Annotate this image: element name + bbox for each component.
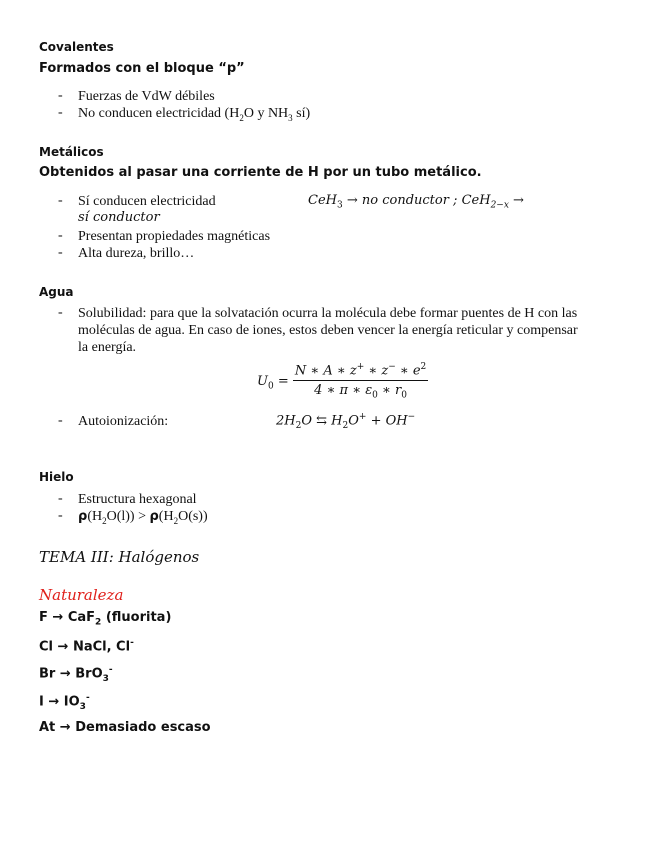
metalicos-subheading: Obtenidos al pasar una corriente de H por un tubo metálico. xyxy=(39,165,482,180)
halogen-line-cl: Cl → NaCl, Cl- xyxy=(39,638,134,655)
chapter-title: TEMA III: Halógenos xyxy=(39,548,200,566)
naturaleza-heading: Naturaleza xyxy=(39,586,124,604)
halogen-line-f: F → CaF$_2$ (fluorita) xyxy=(39,610,172,628)
section-heading-hielo: Hielo xyxy=(39,470,74,484)
paragraph-line: moléculas de agua. En caso de iones, estos deben vencer la energía reticular y compensar xyxy=(78,323,578,338)
bullet-dash: - xyxy=(58,88,63,103)
halogen-line-at: At → Demasiado escaso xyxy=(39,720,211,735)
paragraph-line: Solubilidad: para que la solvatación ocurra la molécula debe formar puentes de H con las xyxy=(78,306,578,321)
list-item: Presentan propiedades magnéticas xyxy=(78,229,271,244)
list-item: Estructura hexagonal xyxy=(78,492,197,507)
list-item: Sí conducen electricidad xyxy=(78,194,216,209)
hydride-equation-cont: sí conductor xyxy=(78,210,160,225)
covalentes-subheading: Formados con el bloque “p” xyxy=(39,61,245,76)
lattice-energy-formula: $U_0$ = $\frac{N ∗ A ∗ z^+ ∗ z^- ∗ e^2}{4 ∗ \pi ∗ \varepsilon_0 ∗ r_0}$ xyxy=(257,362,427,401)
bullet-dash: - xyxy=(58,413,63,428)
list-item: $\rho(H_2O(l)) > \rho(H_2O(s))$ xyxy=(78,509,208,526)
list-item: Autoionización: xyxy=(78,414,169,429)
list-item: Alta dureza, brillo… xyxy=(78,246,195,261)
autoionization-equation: $2H_2O$ ⇆ $H_2O^+ + OH^-$ xyxy=(276,412,416,431)
bullet-dash: - xyxy=(58,228,63,243)
section-heading-covalentes: Covalentes xyxy=(39,40,114,54)
bullet-dash: - xyxy=(58,305,63,320)
halogen-line-i: $I \to IO_3^-$ xyxy=(39,693,90,712)
hydride-equation: CeH$_3$ → no conductor ; CeH$_{2-x}$ → xyxy=(308,193,524,211)
bullet-dash: - xyxy=(58,508,63,523)
list-item: Fuerzas de VdW débiles xyxy=(78,89,215,104)
bullet-dash: - xyxy=(58,105,63,120)
bullet-dash: - xyxy=(58,491,63,506)
section-heading-agua: Agua xyxy=(39,285,74,299)
list-item: No conducen electricidad ($H_2O$ y $NH_3$ sí) xyxy=(78,106,311,123)
paragraph-line: la energía. xyxy=(78,340,137,355)
bullet-dash: - xyxy=(58,245,63,260)
bullet-dash: - xyxy=(58,193,63,208)
formula-fraction: $\frac{N ∗ A ∗ z^+ ∗ z^- ∗ e^2}{4 ∗ \pi ∗ \varepsilon_0 ∗ r_0}$ xyxy=(294,362,427,401)
halogen-line-br: Br → BrO$_3$- xyxy=(39,665,113,684)
section-heading-metalicos: Metálicos xyxy=(39,145,104,159)
